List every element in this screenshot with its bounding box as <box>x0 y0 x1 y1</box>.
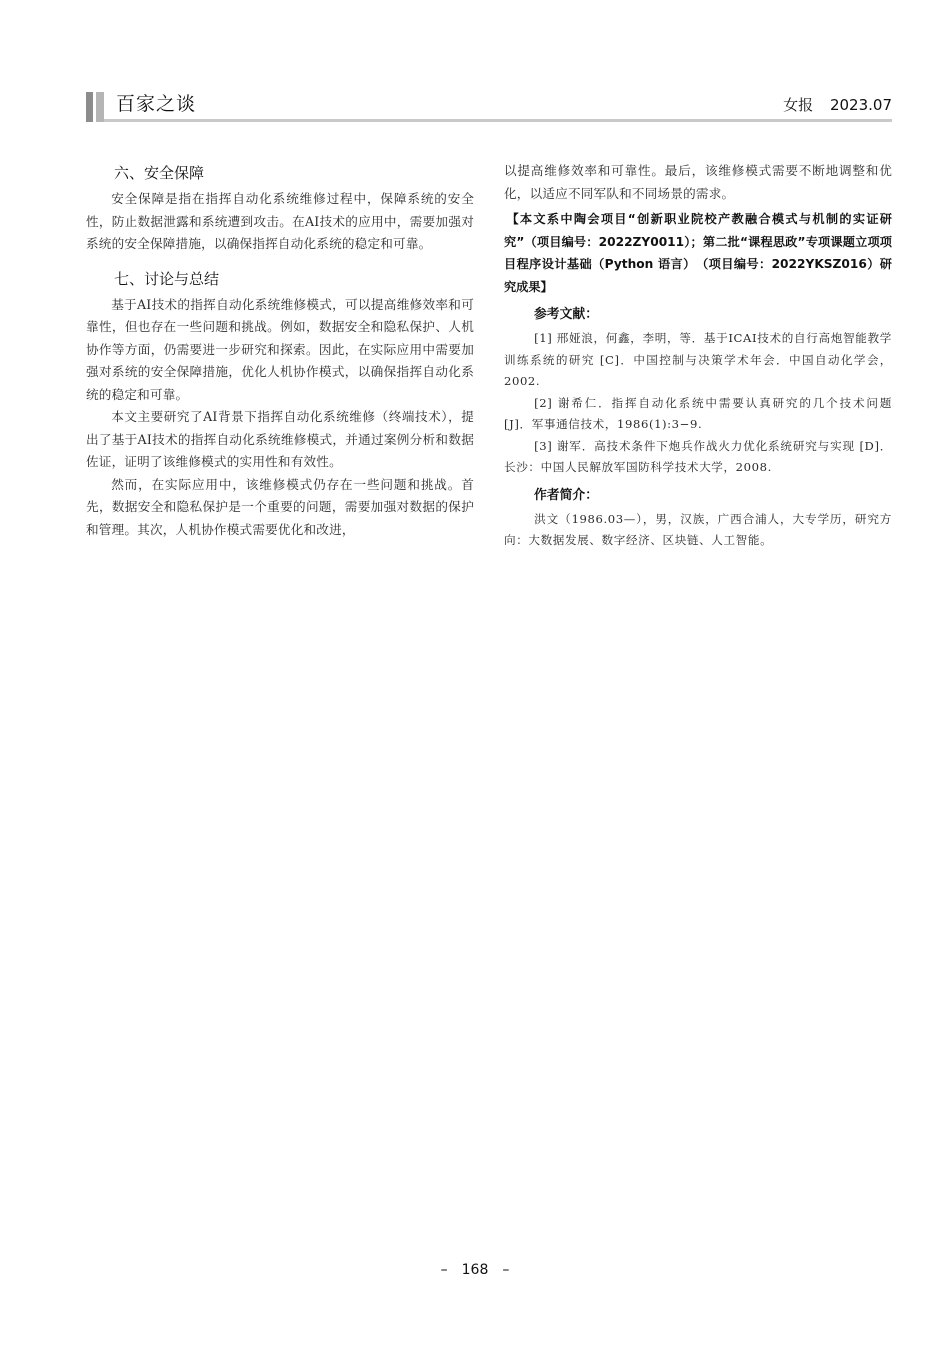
page-dash-left: – <box>440 1262 448 1278</box>
section-7-paragraph-3: 然而，在实际应用中，该维修模式仍存在一些问题和挑战。首先，数据安全和隐私保护是一个重要的问题，需要加强对数据的保护和管理。其次，人机协作模式需要优化和改进， <box>86 476 474 537</box>
section-6-paragraph-1: 安全保障是指在指挥自动化系统维修过程中，保障系统的安全性，防止数据泄露和系统遭到攻击。在AI技术的应用中，需要加强对系统的安全保障措施，以确保指挥自动化系统的稳定和可靠。 <box>86 191 474 251</box>
section-7-paragraph-1: 基于AI技术的指挥自动化系统维修模式，可以提高维修效率和可靠性，但也存在一些问题和挑战。例如，数据安全和隐私保护、人机协作等方面，仍需要进一步研究和探索。因此，在实际应用中需要加强对系统的安全保障措施，优化人机协作模式，以确保指挥自动化系统的稳定和可靠。 <box>86 296 474 402</box>
page-number <box>0 1262 950 1278</box>
reference-item: [3] 谢军．高技术条件下炮兵作战火力优化系统研究与实现 [D]．长沙：中国人民解放军国防科学技术大学，2008. <box>504 438 892 474</box>
journal-name: 女报 <box>783 96 814 114</box>
right-column <box>504 160 892 552</box>
page-dash-right: – <box>502 1262 510 1278</box>
header-rule <box>104 119 892 122</box>
section-7-title: 七、讨论与总结 <box>114 269 220 288</box>
journal-info <box>783 95 892 115</box>
column-section-title: 百家之谈 <box>116 93 197 115</box>
continued-paragraph: 以提高维修效率和可靠性。最后，该维修模式需要不断地调整和优化，以适应不同军队和不同场景的需求。 <box>504 163 892 201</box>
left-column <box>86 160 474 541</box>
journal-issue: 2023.07 <box>829 96 892 114</box>
author-bio: 洪文（1986.03—），男，汉族，广西合浦人，大专学历，研究方向：大数据发展、数字经济、区块链、人工智能。 <box>504 511 892 547</box>
section-7-paragraph-2: 本文主要研究了AI背景下指挥自动化系统维修（终端技术），提出了基于AI技术的指挥自动化系统维修模式，并通过案例分析和数据佐证，证明了该维修模式的实用性和有效性。 <box>86 409 474 469</box>
section-6-title: 六、安全保障 <box>114 164 205 182</box>
references-title: 参考文献： <box>534 307 598 322</box>
page-header <box>86 92 892 122</box>
page-number-value: 168 <box>461 1262 489 1278</box>
reference-item: [1] 邢娅浪，何鑫，李明，等．基于ICAI技术的自行高炮智能教学训练系统的研究 [C]．中国控制与决策学术年会．中国自动化学会，2002. <box>504 331 892 388</box>
header-accent-bar <box>86 92 104 122</box>
author-bio-title: 作者简介： <box>534 487 598 503</box>
reference-item: [2] 谢希仁．指挥自动化系统中需要认真研究的几个技术问题 [J]．军事通信技术，1986(1):3−9. <box>504 395 892 431</box>
funding-note: 【本文系中陶会项目“创新职业院校产教融合模式与机制的实证研究”（项目编号：2022ZY0011）；第二批“课程思政”专项课题立项项目程序设计基础（Python 语言） （项目编号：2022YKSZ016）研究成果】 <box>504 212 892 294</box>
